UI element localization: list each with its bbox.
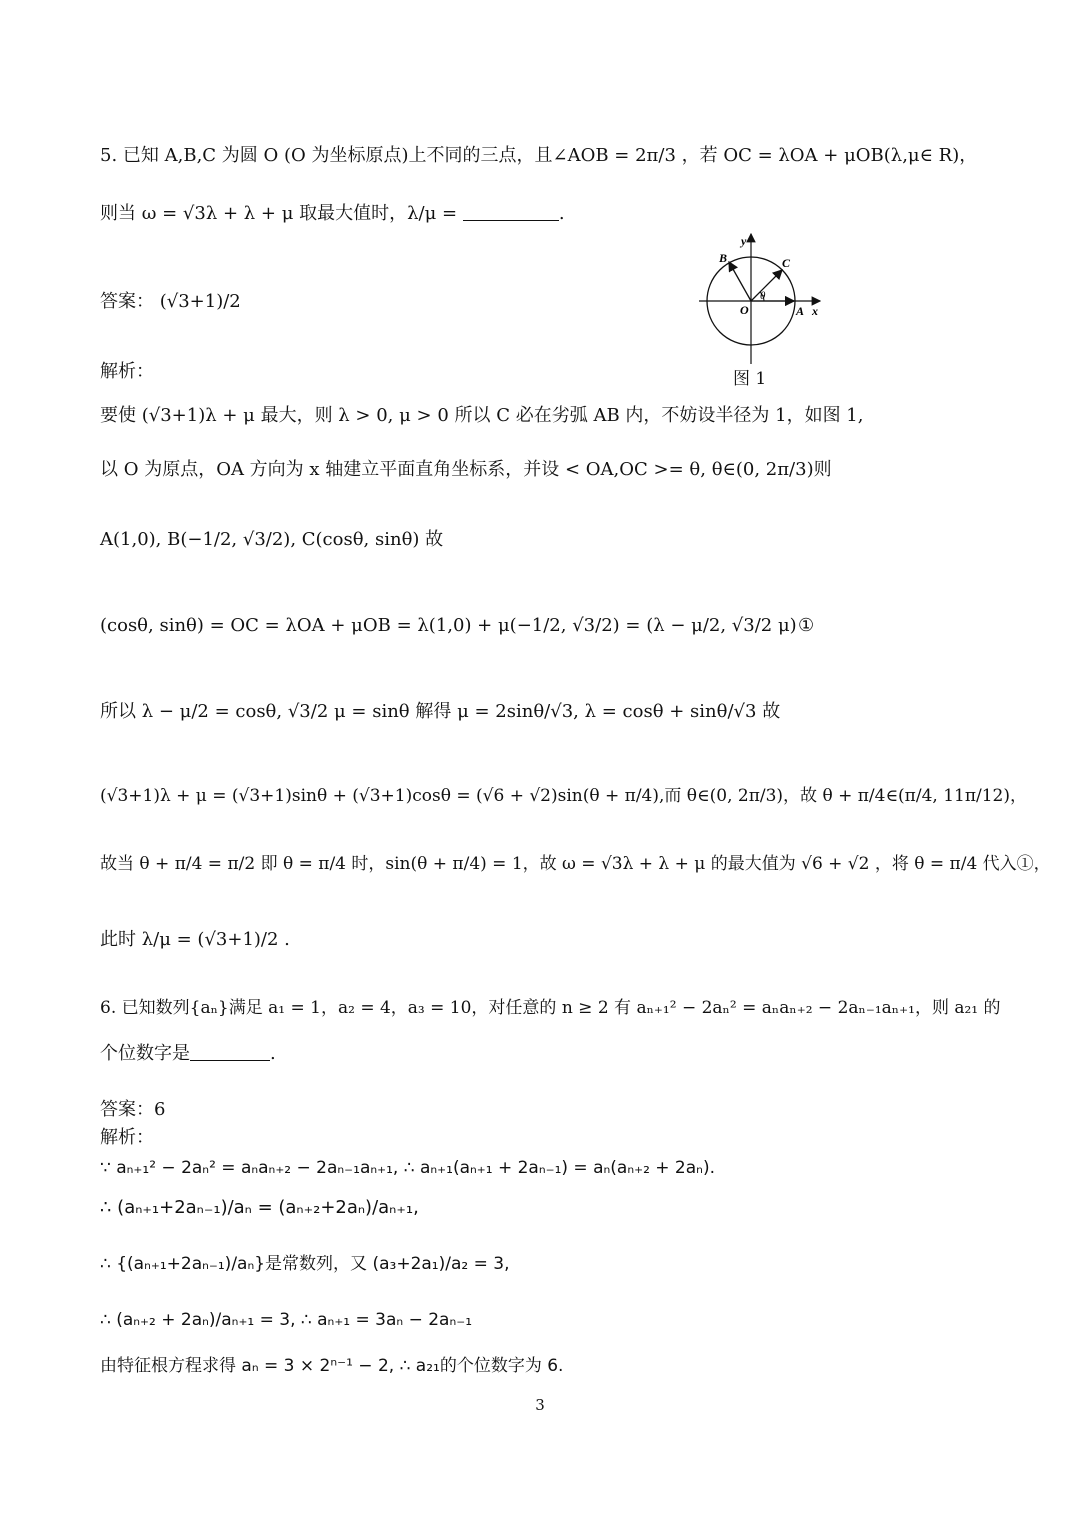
answer-blank xyxy=(463,202,559,221)
page-number: 3 xyxy=(535,1396,545,1414)
equation-mark: ① xyxy=(798,615,815,636)
problem5-answer: 答案： (√3+1)/2 xyxy=(100,291,241,312)
label-B: B xyxy=(719,251,728,265)
problem5-solution-7: 故当 θ + π/4 = π/2 即 θ = π/4 时，sin(θ + π/4) = 1，故 ω = √3λ + λ + μ 的最大值为 √6 + √2 ，将 θ = π/4 代入①， xyxy=(100,854,1051,874)
problem5-solution-8: 此时 λ/μ = (√3+1)/2 . xyxy=(100,929,290,950)
problem5-solution-1: 要使 (√3+1)λ + μ 最大，则 λ > 0, μ > 0 所以 C 必在劣弧 AB 内，不妨设半径为 1，如图 1, xyxy=(100,405,864,426)
problem6-statement-line2: 个位数字是 . xyxy=(100,1043,276,1064)
answer-blank xyxy=(190,1042,270,1061)
problem5-solution-6: (√3+1)λ + μ = (√3+1)sinθ + (√3+1)cosθ = (√6 + √2)sin(θ + π/4),而 θ∈(0, 2π/3)，故 θ + π/4∈(π/4, 11π/12)， xyxy=(100,786,1027,806)
label-A: A xyxy=(796,304,805,318)
problem5-solution-5: 所以 λ − μ/2 = cosθ, √3/2 μ = sinθ 解得 μ = 2sinθ/√3, λ = cosθ + sinθ/√3 故 xyxy=(100,701,781,722)
vector-OB xyxy=(729,262,751,301)
vector-OC xyxy=(751,270,782,301)
label-x: x xyxy=(812,304,818,318)
label-theta: θ xyxy=(760,290,766,302)
problem6-solution-2: ∴ (aₙ₊₁+2aₙ₋₁)/aₙ = (aₙ₊₂+2aₙ)/aₙ₊₁, xyxy=(100,1197,419,1218)
problem6-analysis-label: 解析： xyxy=(100,1127,154,1148)
problem6-answer: 答案：6 xyxy=(100,1099,166,1120)
problem5-statement-line2: 则当 ω = √3λ + λ + μ 取最大值时，λ/μ = . xyxy=(100,203,565,224)
problem6-statement-line1: 6. 已知数列{aₙ}满足 a₁ = 1，a₂ = 4，a₃ = 10，对任意的 n ≥ 2 有 aₙ₊₁² − 2aₙ² = aₙaₙ₊₂ − 2aₙ₋₁aₙ₊₁，则 a₂₁ 的 xyxy=(100,998,1001,1018)
problem5-statement-line1: 5. 已知 A,B,C 为圆 O (O 为坐标原点)上不同的三点，且∠AOB = 2π/3 ，若 OC = λOA + μOB(λ,μ∈ R)， xyxy=(100,145,978,166)
problem5-solution-3: A(1,0), B(−1/2, √3/2), C(cosθ, sinθ) 故 xyxy=(100,529,444,550)
problem5-analysis-label: 解析： xyxy=(100,361,154,382)
problem6-solution-3: ∴ {(aₙ₊₁+2aₙ₋₁)/aₙ}是常数列，又 (a₃+2a₁)/a₂ = 3, xyxy=(100,1254,510,1274)
label-y: y xyxy=(741,234,747,248)
problem6-solution-1: ∵ aₙ₊₁² − 2aₙ² = aₙaₙ₊₂ − 2aₙ₋₁aₙ₊₁, ∴ aₙ₊₁(aₙ₊₁ + 2aₙ₋₁) = aₙ(aₙ₊₂ + 2aₙ). xyxy=(100,1158,715,1178)
label-O: O xyxy=(740,303,749,317)
problem6-solution-5: 由特征根方程求得 aₙ = 3 × 2ⁿ⁻¹ − 2, ∴ a₂₁的个位数字为 6. xyxy=(100,1356,564,1376)
figure-caption: 图 1 xyxy=(733,369,767,389)
problem5-solution-4: (cosθ, sinθ) = OC = λOA + μOB = λ(1,0) + μ(−1/2, √3/2) = (λ − μ/2, √3/2 μ) ① xyxy=(100,612,1010,640)
problem6-solution-4: ∴ (aₙ₊₂ + 2aₙ)/aₙ₊₁ = 3, ∴ aₙ₊₁ = 3aₙ − 2aₙ₋₁ xyxy=(100,1310,473,1330)
label-C: C xyxy=(782,256,791,270)
problem5-solution-2: 以 O 为原点，OA 方向为 x 轴建立平面直角坐标系，并设 < OA,OC >= θ, θ∈(0, 2π/3)则 xyxy=(100,459,832,480)
